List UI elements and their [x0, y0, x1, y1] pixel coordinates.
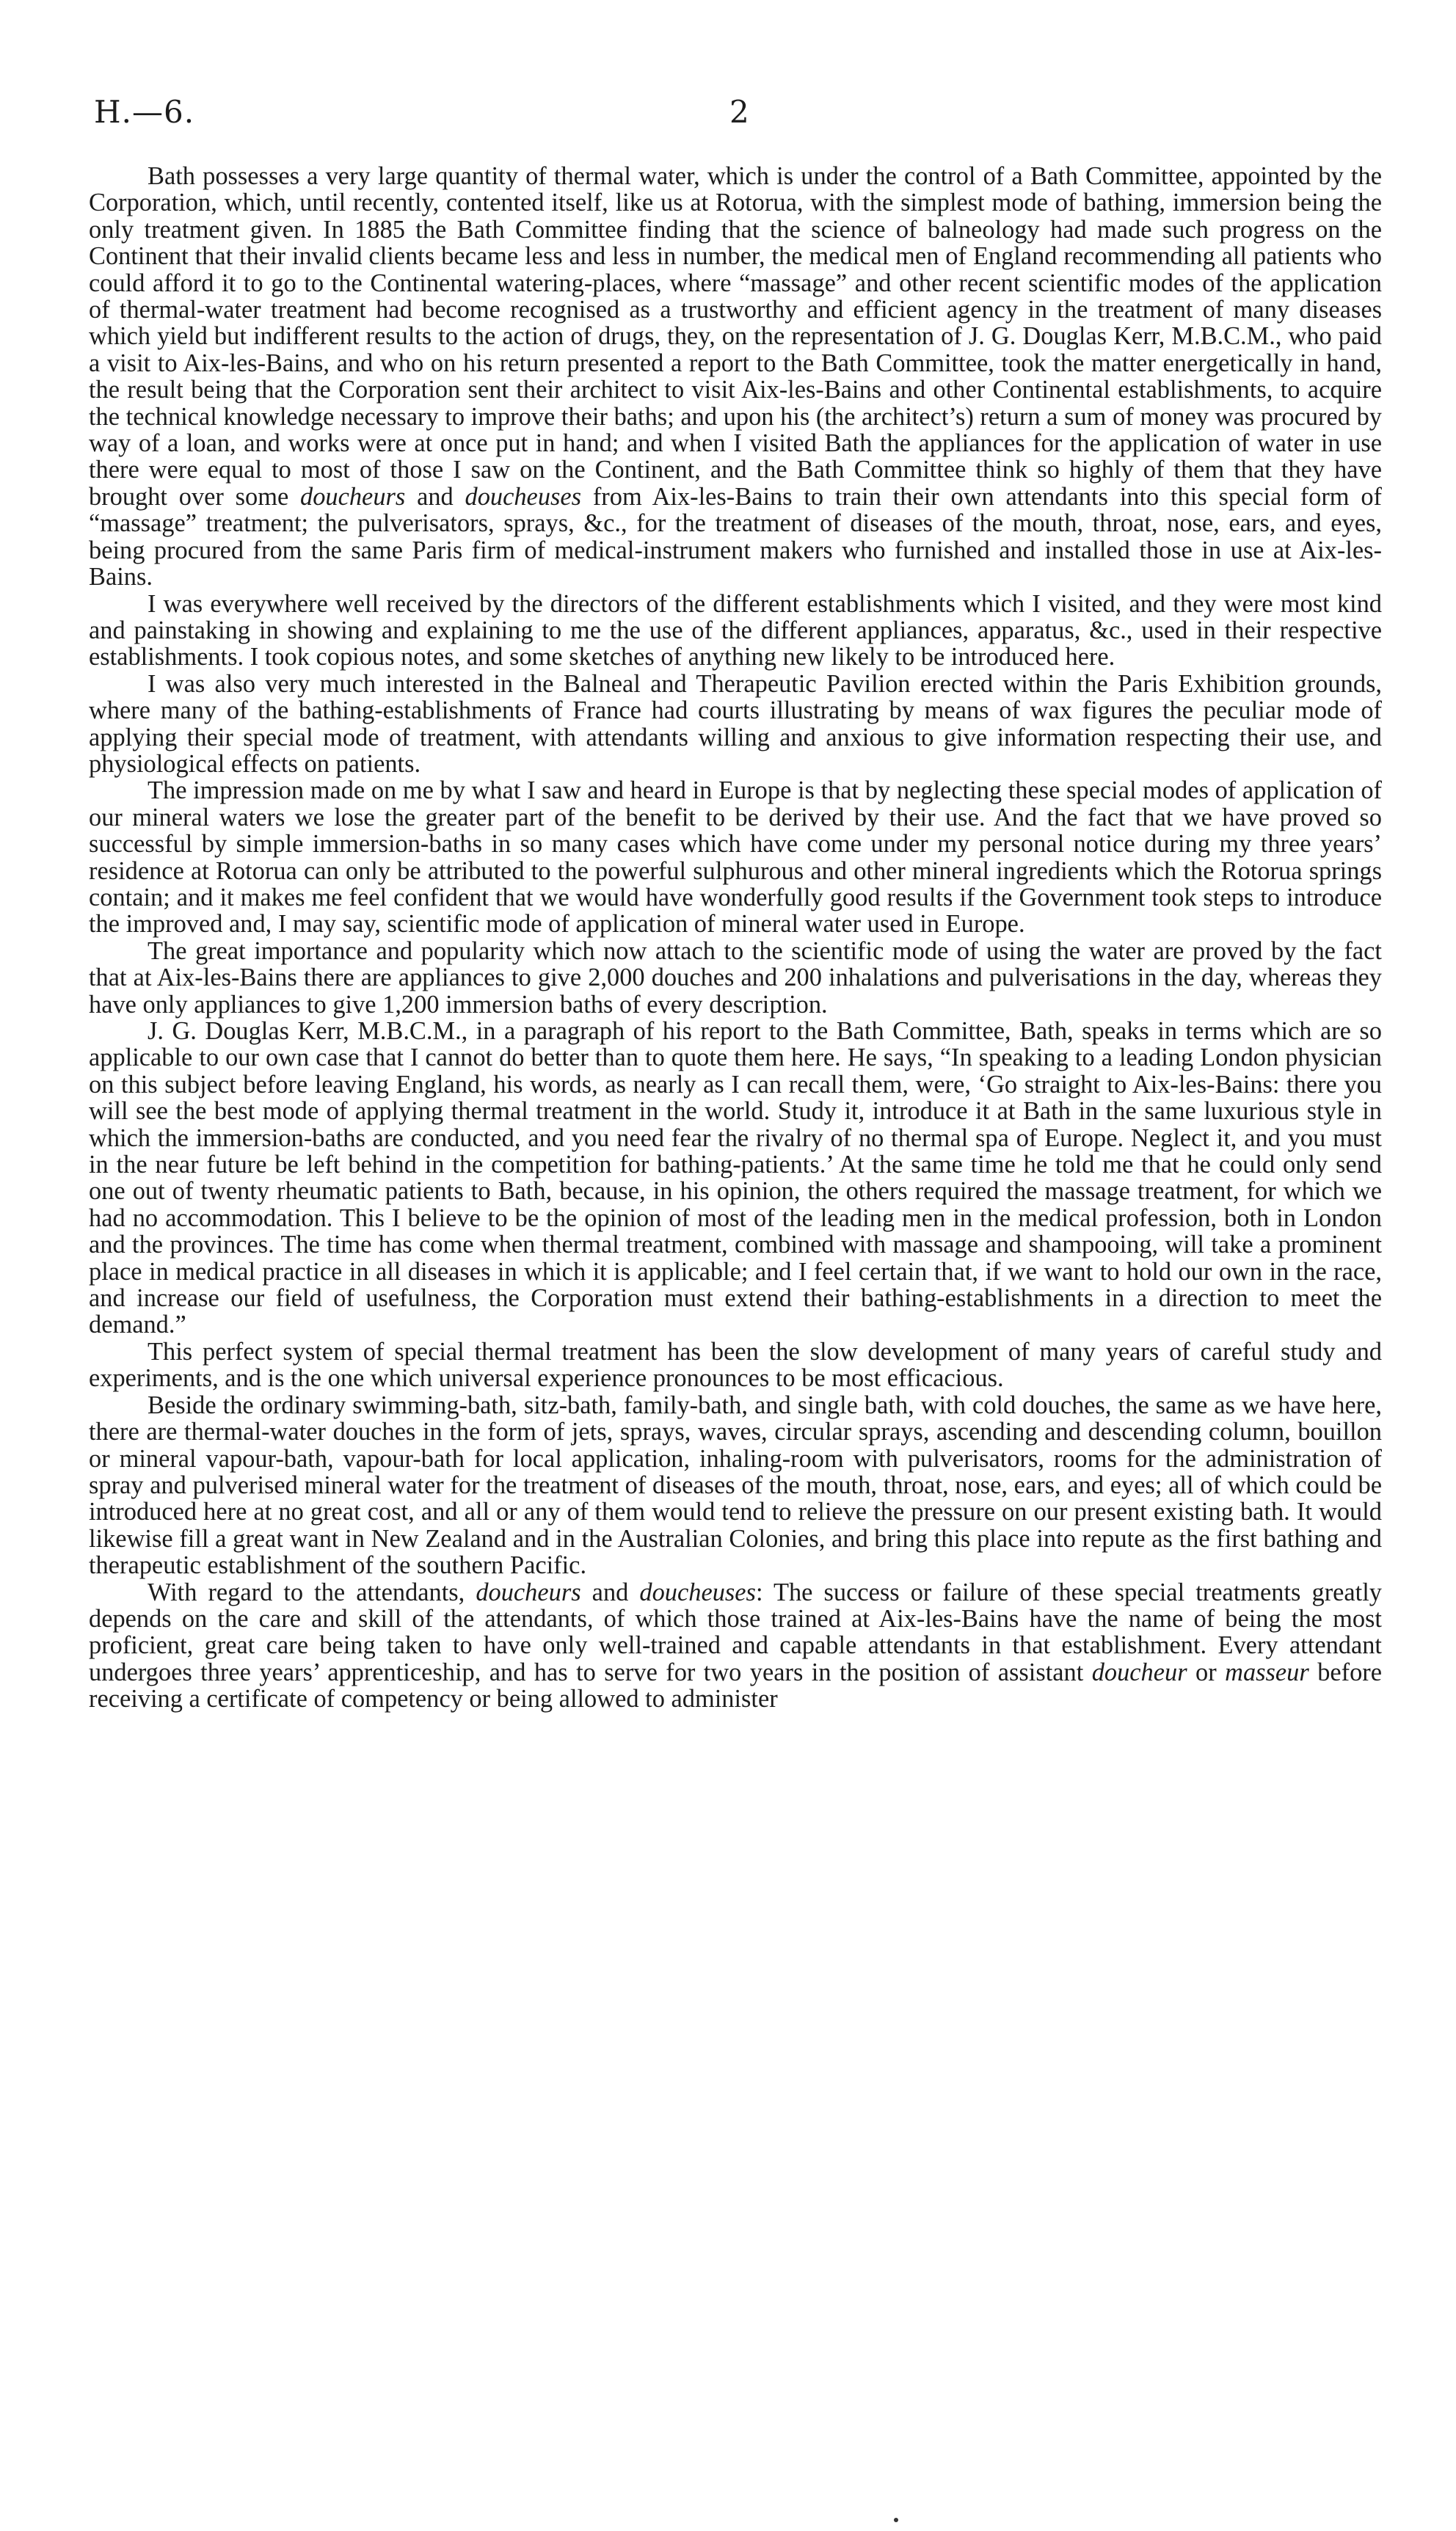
paragraph-text: Bath possesses a very large quantity of thermal water, which is under the control of a Bath Committee, appointed by the Corporation, which, until recently, contented itself, like us at Rotorua, with the simplest mode of bathing, immersion being the only treatment given. In 1885 the Bath Committee finding that the science of balneology had made such progress on the Continent that their invalid clients became less and less in number, the medical men of England recommending all patients who could afford it to go to the Continental watering-places, where “massage” and other recent scientific modes of the application of thermal-water treatment had become recognised as a trustworthy and efficient agency in the treatment of many diseases which yield but indifferent results to the action of drugs, they, on the representation of J. G. Douglas Kerr, M.B.C.M., who paid a visit to Aix-les-Bains, and who on his return presented a report to the Bath Committee, took the matter energetically in hand, the result being that the Corporation sent their architect to visit Aix-les-Bains and other Continental establishments, to acquire the technical knowledge necessary to improve their baths; and upon his (the architect’s) return a sum of money was procured by way of a loan, and works were at once put in hand; and when I visited Bath the appliances for the application of water in use there were equal to most of those I saw on the Continent, and the Bath Committee think so highly of them that they have brought over some	[89, 162, 1382, 511]
italic-term: doucheuses	[639, 1578, 756, 1606]
document-code: H.—6.	[94, 94, 195, 130]
paragraph-bath-types: Beside the ordinary swimming-bath, sitz-bath, family-bath, and single bath, with cold douches, the same as we have here, there are thermal-water douches in the form of jets, sprays, waves, circular sprays, ascending and descending column, bouillon or mineral vapour-bath, vapour-bath for local application, inhaling-room with pulverisators, rooms for the administration of spray and pulverised mineral water for the treatment of diseases of the mouth, throat, nose, ears, and eyes; all of which could be introduced here at no great cost, and all or any of them would tend to relieve the pressure on our present existing bath. It would likewise fill a great want in New Zealand and in the Australian Colonies, and bring this place into repute as the first bathing and therapeutic establishment of the southern Pacific.	[89, 1391, 1382, 1580]
paragraph-paris-pavilion: I was also very much interested in the Balneal and Therapeutic Pavilion erected within the Paris Exhibition grounds, where many of the bathing-establishments of France had courts illustrating by means of wax figures the peculiar mode of applying their special mode of treatment, with attendants willing and anxious to give information respecting their use, and physiological effects on patients.	[89, 669, 1382, 778]
paragraph-text: and	[580, 1578, 640, 1606]
italic-term: doucheur	[1091, 1658, 1187, 1686]
paragraph-perfect-system: This perfect system of special thermal treatment has been the slow development of many years of careful study and experiments, and is the one which universal experience pronounces to be most efficacious.	[89, 1337, 1382, 1393]
page-number: 2	[729, 94, 749, 130]
paragraph-bath-committee	[89, 163, 1382, 591]
paragraph-text: before receiving a certificate of competency or being allowed to administer	[89, 1658, 1383, 1714]
paragraph-text: : The success or failure of these special treatments greatly depends on the care and skill of the attendants, of which those trained at Aix-les-Bains have the name of being the most proficient, great care being taken to have only well-trained and capable attendants in that establishment. Every attendant undergoes three years’ apprenticeship, and has to serve for two years in the position of assistant	[89, 1578, 1382, 1686]
paragraph-text: from Aix-les-Bains to train their own attendants into this special form of “massage” treatment; the pulverisators, sprays, &c., for the treatment of diseases of the mouth, throat, nose, ears, and eyes, being procured from the same Paris firm of medical-instrument makers who furnished and installed those in use at Aix-les-Bains.	[89, 482, 1382, 591]
italic-term: masseur	[1225, 1658, 1309, 1686]
paragraph-attendants	[89, 1579, 1382, 1713]
italic-term: doucheuses	[465, 482, 582, 511]
paragraph-text: and	[405, 482, 465, 511]
paragraph-directors: I was everywhere well received by the directors of the different establishments which I visited, and they were most kind and painstaking in showing and explaining to me the use of the different appliances, apparatus, &c., used in their respective establishments. I took copious notes, and some sketches of anything new likely to be introduced here.	[89, 589, 1382, 671]
body-text	[89, 163, 1382, 1713]
paragraph-text: or	[1187, 1658, 1226, 1686]
paragraph-impression: The impression made on me by what I saw and heard in Europe is that by neglecting these special modes of application of our mineral waters we lose the greater part of the benefit to be derived by their use. And the fact that we have proved so successful by simple immersion-baths in so many cases which have come under my personal notice during my three years’ residence at Rotorua can only be attributed to the powerful sulphurous and other mineral ingredients which the Rotorua springs contain; and it makes me feel confident that we would have wonderfully good results if the Government took steps to introduce the improved and, I may say, scientific mode of application of mineral water used in Europe.	[89, 776, 1382, 939]
italic-term: doucheurs	[300, 482, 406, 511]
paragraph-text: With regard to the attendants,	[148, 1578, 476, 1606]
stray-ink-dot	[894, 2518, 898, 2522]
paragraph-popularity: The great importance and popularity which now attach to the scientific mode of using the water are proved by the fact that at Aix-les-Bains there are appliances to give 2,000 douches and 200 inhalations and pulverisations in the day, whereas they have only appliances to give 1,200 immersion baths of every description.	[89, 936, 1382, 1019]
italic-term: doucheurs	[476, 1578, 581, 1606]
paragraph-kerr-quote: J. G. Douglas Kerr, M.B.C.M., in a paragraph of his report to the Bath Committee, Bath, speaks in terms which are so applicable to our own case that I cannot do better than to quote them here. He says, “In speaking to a leading London physician on this subject before leaving England, his words, as nearly as I can recall them, were, ‘Go straight to Aix-les-Bains: there you will see the best mode of applying thermal treatment in the world. Study it, introduce it at Bath in the same luxurious style in which the immersion-baths are conducted, and you need fear the rivalry of no thermal spa of Europe. Neglect it, and you must in the near future be left behind in the competition for bathing-patients.’ At the same time he told me that he could only send one out of twenty rheumatic patients to Bath, because, in his opinion, the others required the massage treatment, for which we had no accommodation. This I believe to be the opinion of most of the leading men in the medical profession, both in London and the provinces. The time has come when thermal treatment, combined with massage and shampooing, will take a prominent place in medical practice in all diseases in which it is applicable; and I feel certain that, if we want to hold our own in the race, and increase our field of usefulness, the Corporation must extend their bathing-establishments in a direction to meet the demand.”	[89, 1017, 1382, 1339]
page-header	[0, 94, 1456, 138]
